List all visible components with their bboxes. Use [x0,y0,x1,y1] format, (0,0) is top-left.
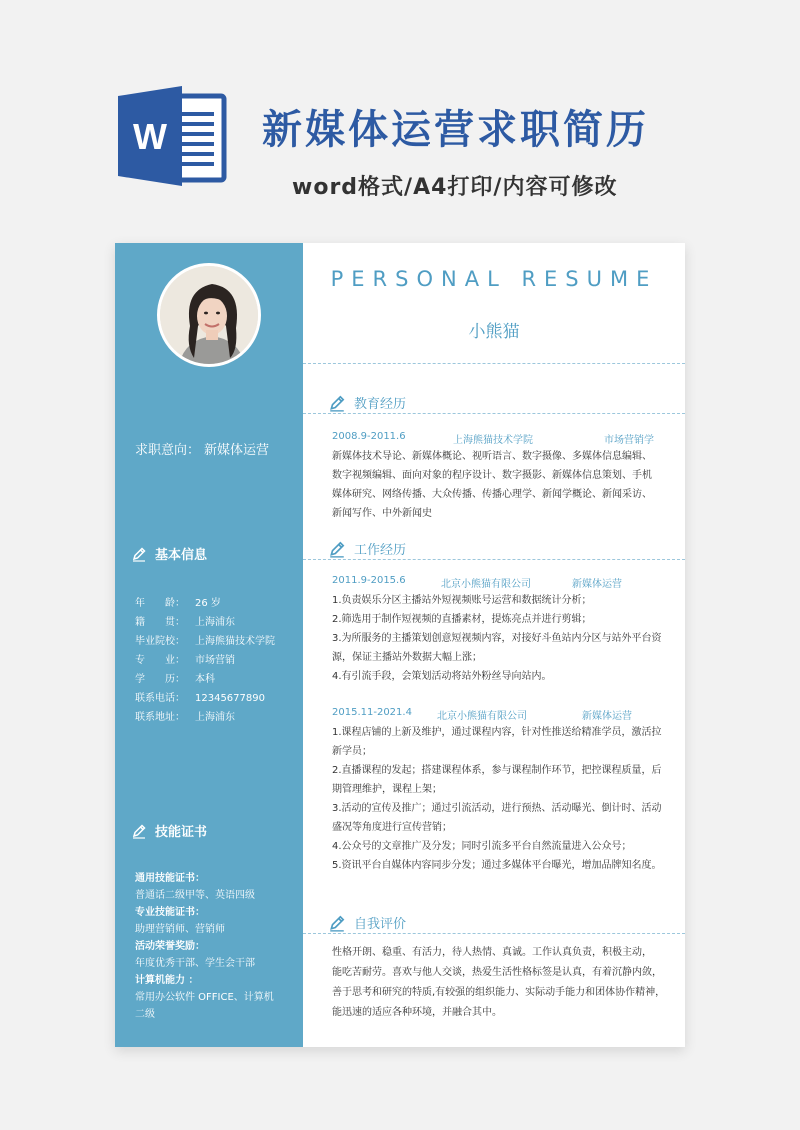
cert-group-line: 二级 [135,1009,155,1020]
self-eval-text: 性格开朗、稳重、有活力，待人热情、真诚。工作认真负责，积极主动， 能吃苦耐劳。喜欢与他人交谈，热爱生活性格标签是认真，有着沉静内敛， 善于思考和研究的特质,有较强的组织能力、实际动手能力和团体协作精神， 能迅速的适应各种环境，并融合其中。 [332,947,666,1018]
job-intention-label: 求职意向： [135,443,201,458]
pencil-icon [131,546,147,562]
info-row-hometown: 籍 贯： 上海浦东 [135,617,235,628]
info-row-age: 年 龄： 26 岁 [135,598,221,609]
resume-title: PERSONAL RESUME [330,267,658,291]
info-row-school: 毕业院校： 上海熊猫技术学院 [135,636,275,647]
pencil-icon [328,914,346,932]
education-courses: 新媒体技术导论、新媒体概论、视听语言、数字摄像、多媒体信息编辑、 数字视频编辑、面向对象的程序设计、数字摄影、新媒体信息策划、手机 媒体研究、网络传播、大众传播、传播心理学、新闻学概论、新闻采访、 新闻写作、中外新闻史 [332,451,652,519]
word-logo-icon [118,86,228,186]
self-eval-title: 自我评价 [328,913,406,932]
cert-group-head: 通用技能证书： [135,873,205,884]
cert-group-head: 专业技能证书： [135,907,205,918]
pencil-icon [328,540,346,558]
education-period: 2008.9-2011.6 [332,431,406,442]
basic-info-title: 基本信息 [131,544,207,563]
info-row-address: 联系地址： 上海浦东 [135,712,235,723]
main-column [303,243,685,1047]
cert-group-line: 常用办公软件 OFFICE、计算机 [135,992,274,1003]
headline: 新媒体运营求职简历 [262,107,649,153]
job-duties: 1.负责娱乐分区主播站外短视频账号运营和数据统计分析； 2.筛选用于制作短视频的直播素材，提炼亮点并进行剪辑； 3.为所服务的主播策划创意短视频内容，对接好斗鱼站内分区与站外平台资 源，保证主播站外数据大幅上涨； 4.有引流手段，会策划活动将站外粉丝导向站内。 [332,595,662,682]
pencil-icon [131,823,147,839]
cert-group-head: 计算机能力 ： [135,975,199,986]
info-row-degree: 学 历： 本科 [135,674,215,685]
skills-title: 技能证书 [131,821,207,840]
job-period: 2011.9-2015.6 [332,575,406,586]
cert-group-line: 年度优秀干部、学生会干部 [135,958,255,969]
education-school: 上海熊猫技术学院 [453,435,533,446]
job-company: 北京小熊猫有限公司 [441,579,531,590]
basic-info-list [135,594,297,727]
section-divider [303,559,685,560]
section-divider [303,413,685,414]
word-logo-letter: W [133,116,167,157]
pencil-icon [328,394,346,412]
section-divider [303,933,685,934]
cert-group-line: 助理营销师、营销师 [135,924,225,935]
candidate-name: 小熊猫 [468,322,520,342]
work-title: 工作经历 [328,539,406,558]
cert-group-line: 普通话二级甲等、英语四级 [135,890,255,901]
skills-list [135,870,295,1023]
job-position: 新媒体运营 [582,711,632,722]
info-row-phone: 联系电话： 12345677890 [135,693,265,704]
profile-photo [157,263,261,367]
education-title: 教育经历 [328,393,406,412]
job-intention-value: 新媒体运营 [204,443,270,458]
divider [303,363,685,364]
job-intention [135,439,269,458]
info-row-major: 专 业： 市场营销 [135,655,235,666]
education-major: 市场营销学 [604,435,654,446]
job-duties: 1.课程店铺的上新及维护，通过课程内容，针对性推送给精准学员，激活拉 新学员； 2.直播课程的发起；搭建课程体系，参与课程制作环节，把控课程质量，后 期管理维护，课程上架； 3.活动的宣传及推广；通过引流活动，进行预热、活动曝光、倒计时、活动 盛况等角度进行宣传营销； 4.公众号的文章推广及分发；同时引流多平台自然流量进入公众号； 5.资讯平台自媒体内容同步分发；通过多媒体平台曝光，增加品牌知名度。 [332,727,662,871]
subline: word格式/A4打印/内容可修改 [292,175,618,200]
cert-group-head: 活动荣誉奖励： [135,941,205,952]
resume-paper [115,243,685,1047]
job-period: 2015.11-2021.4 [332,707,412,718]
portrait-icon [160,266,261,367]
job-company: 北京小熊猫有限公司 [437,711,527,722]
sidebar [115,243,303,1047]
job-position: 新媒体运营 [572,579,622,590]
